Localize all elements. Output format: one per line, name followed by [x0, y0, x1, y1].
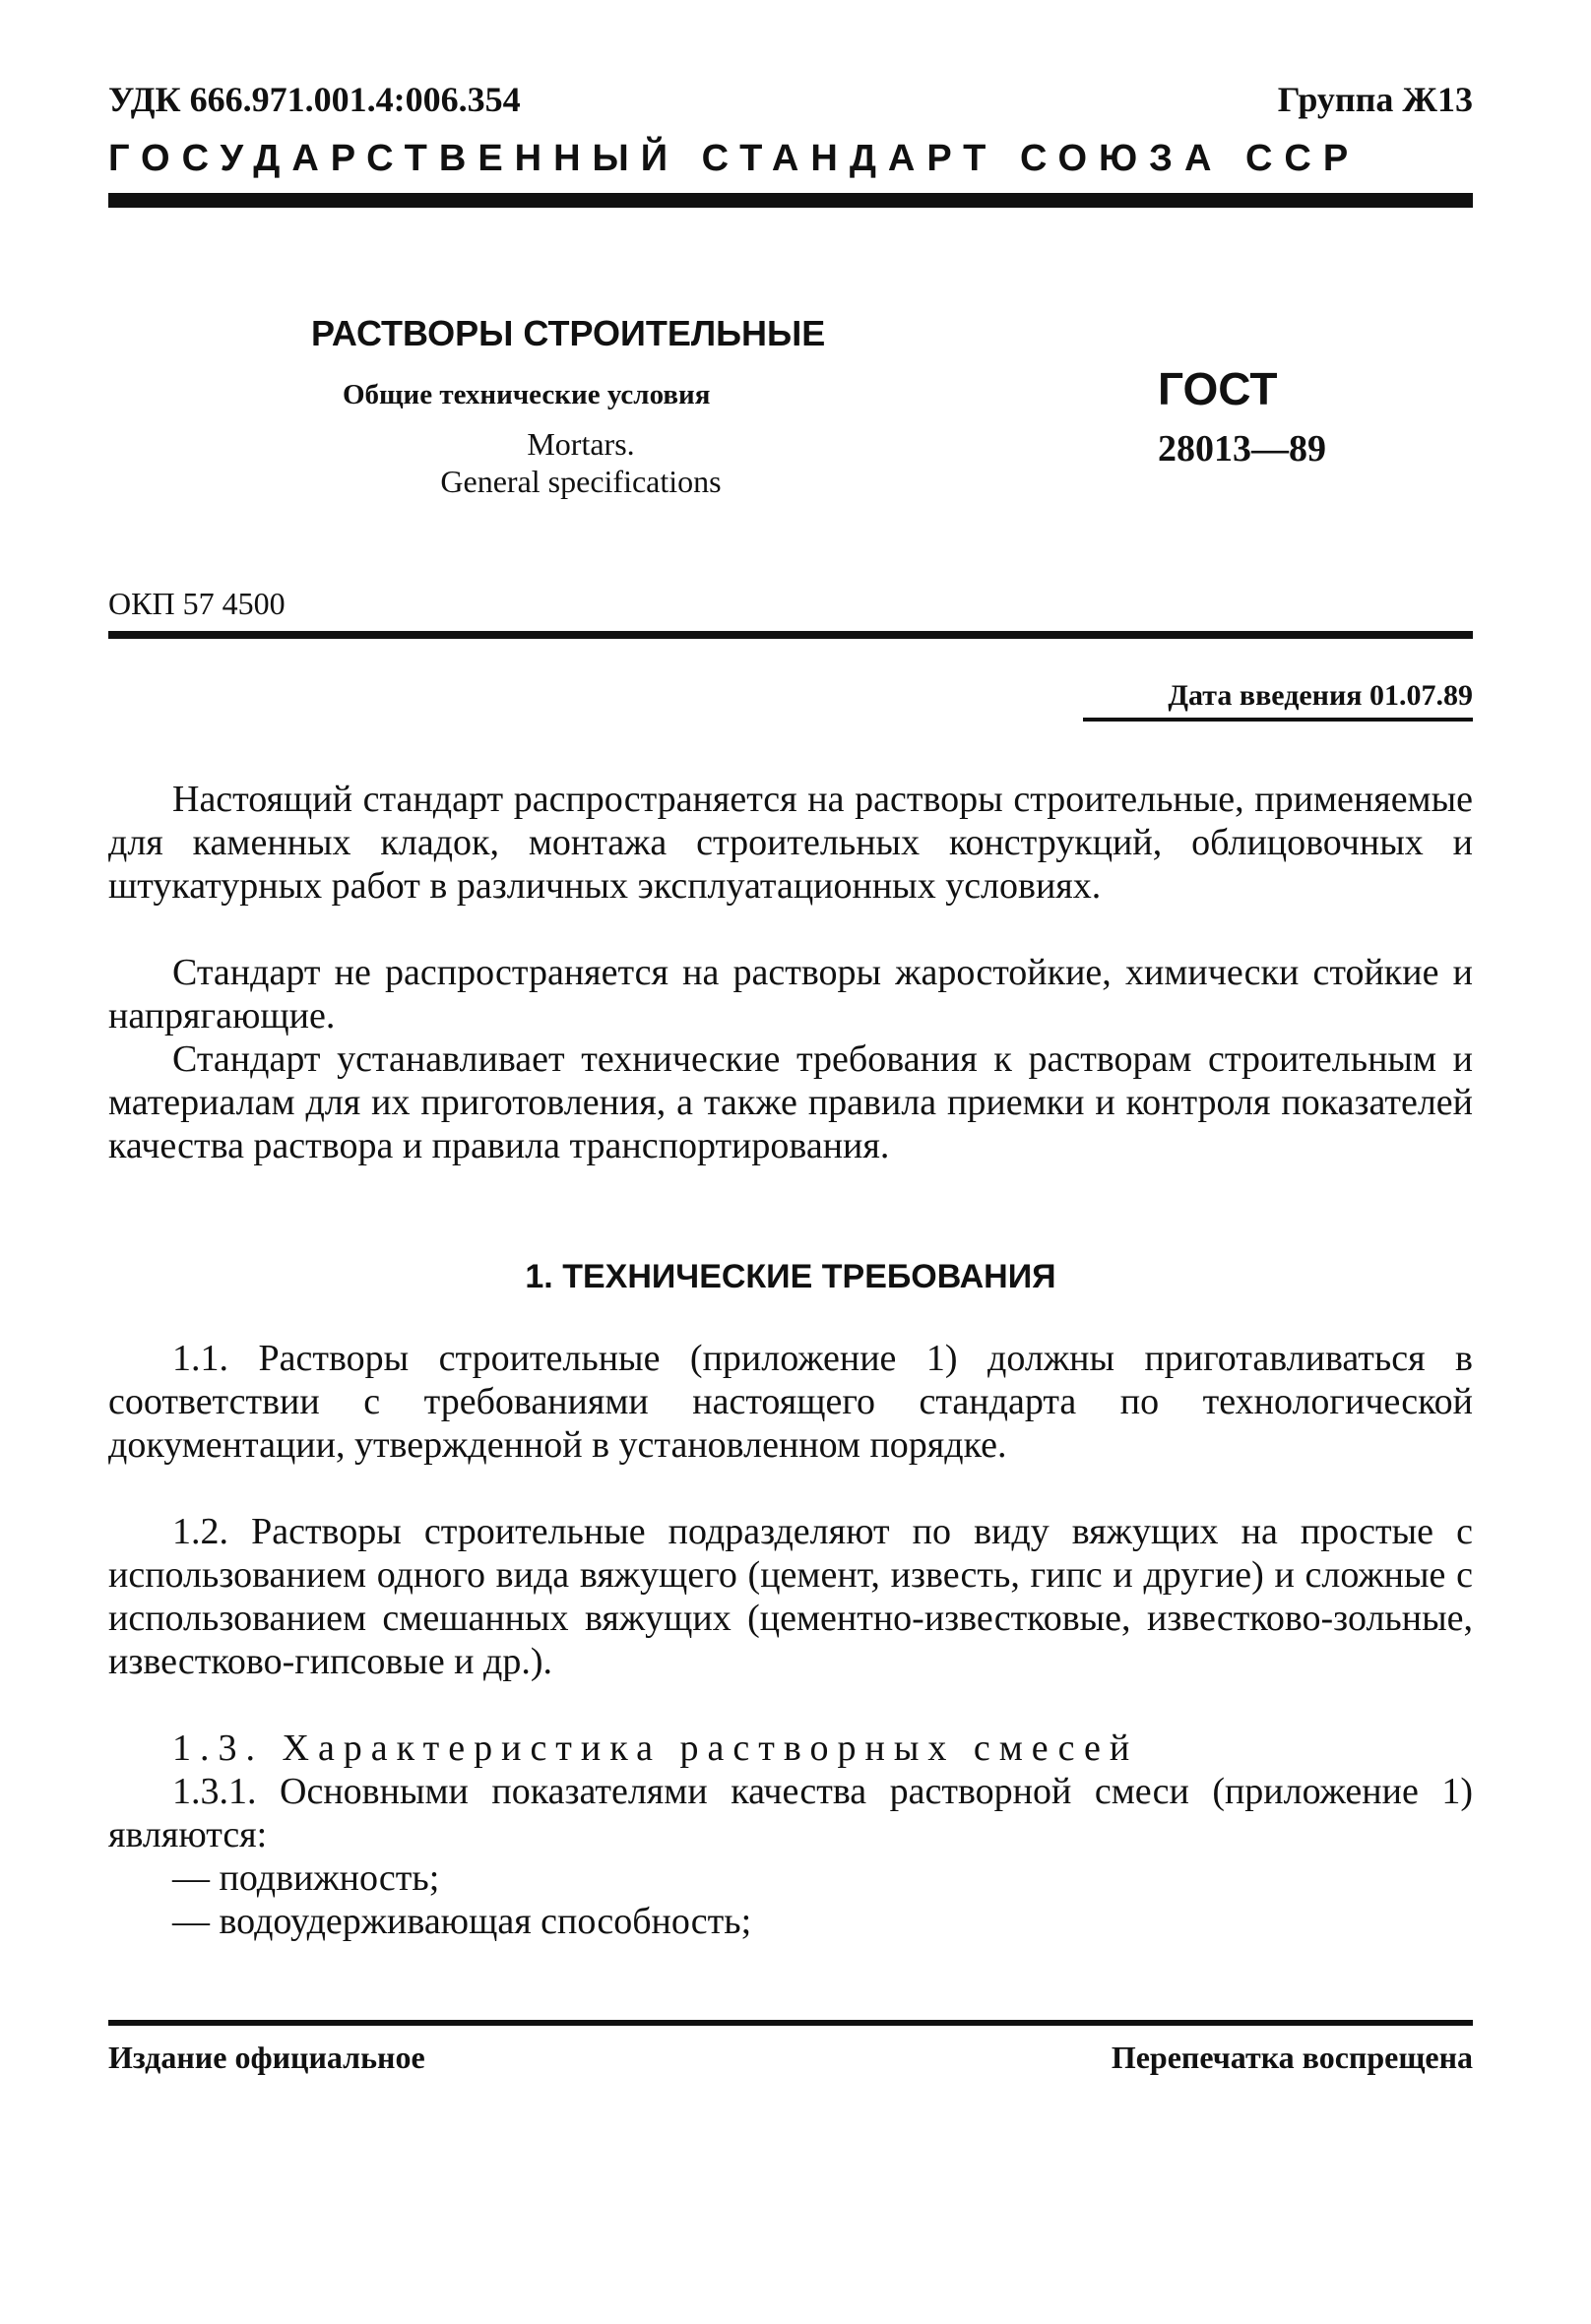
date-underline — [1083, 718, 1473, 722]
clause-1-1: 1.1. Растворы строительные (приложение 1) должны приготавливаться в соответствии с требованиями настоящего стандарта по технологической документации, утвержденной в установленном порядке. — [108, 1338, 1473, 1466]
introduction-date: Дата введения 01.07.89 — [1168, 679, 1473, 712]
english-title — [394, 425, 768, 500]
section-1-heading: 1. ТЕХНИЧЕСКИЕ ТРЕБОВАНИЯ — [525, 1258, 1056, 1295]
intro-paragraph-3: Стандарт устанавливает технические требования к растворам строительным и материалам для их приготовления, а также правила приемки и контроля показателей качества раствора и правила транспортирования. — [108, 1038, 1473, 1166]
group-code: Группа Ж13 — [1277, 80, 1473, 119]
gost-label: ГОСТ — [1158, 363, 1278, 414]
footer-rule — [108, 2020, 1473, 2026]
intro-paragraph-2: Стандарт не распространяется на растворы жаростойкие, химически стойкие и напрягающие. — [108, 952, 1473, 1036]
state-standard-banner: ГОСУДАРСТВЕННЫЙ СТАНДАРТ СОЮЗА ССР — [108, 138, 1361, 179]
clause-1-2: 1.2. Растворы строительные подразделяют по виду вяжущих на простые с использованием одного вида вяжущего (цемент, известь, гипс и другие) и сложные с использованием смешанных вяжущих (цементно-известковые, известково-зольные, известково-гипсовые и др.). — [108, 1511, 1473, 1682]
footer-official-edition: Издание официальное — [108, 2040, 425, 2075]
document-title: РАСТВОРЫ СТРОИТЕЛЬНЫЕ — [311, 313, 826, 353]
intro-paragraph-1: Настоящий стандарт распространяется на растворы строительные, применяемые для каменных кладок, монтажа строительных конструкций, облицовочных и штукатурных работ в различных эксплуатационных условиях. — [108, 779, 1473, 907]
udk-code: УДК 666.971.001.4:006.354 — [108, 80, 521, 119]
gost-number: 28013—89 — [1158, 428, 1326, 470]
list-item: — подвижность; — [172, 1857, 440, 1899]
list-item: — водоудерживающая способность; — [172, 1901, 752, 1942]
header-rule — [108, 193, 1473, 208]
english-title-line-1: Mortars. — [527, 426, 635, 462]
english-title-line-2: General specifications — [440, 464, 722, 499]
clause-1-3: 1.3. Характеристика растворных смесей — [172, 1727, 1139, 1769]
okp-rule — [108, 631, 1473, 639]
okp-code: ОКП 57 4500 — [108, 586, 286, 621]
clause-1-3-1: 1.3.1. Основными показателями качества растворной смеси (приложение 1) являются: — [108, 1771, 1473, 1855]
document-subtitle: Общие технические условия — [343, 379, 711, 410]
footer-reprint-prohibited: Перепечатка воспрещена — [1111, 2040, 1473, 2075]
